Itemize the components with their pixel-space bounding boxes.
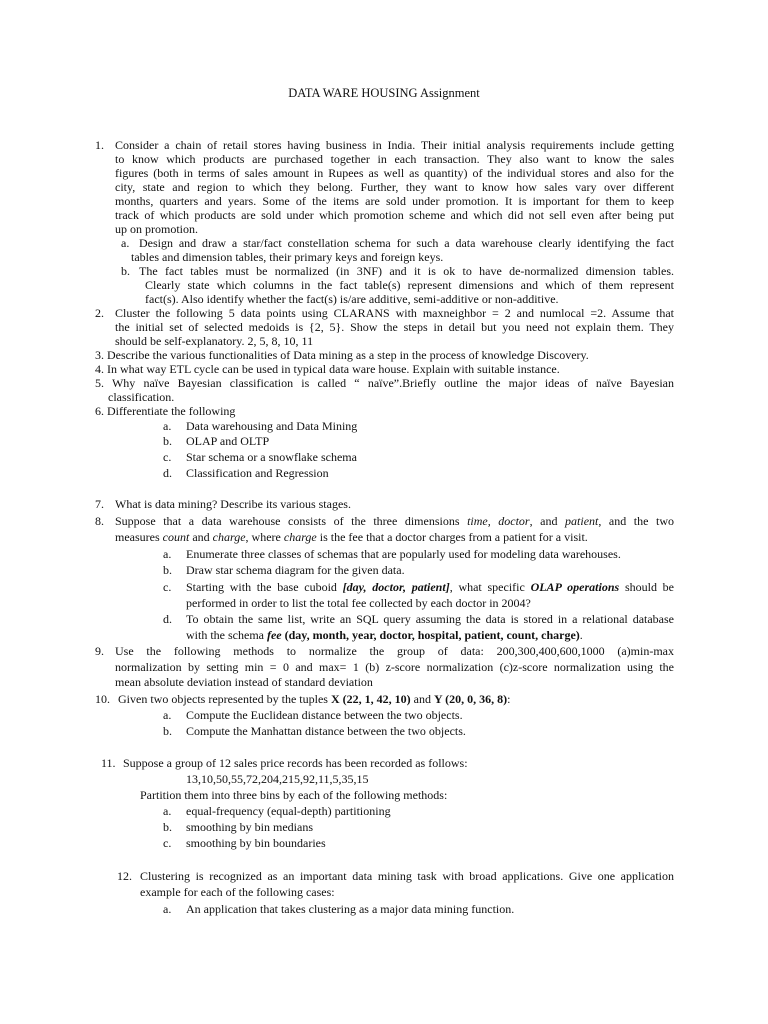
q10-line: Given two objects represented by the tuples X (22, 1, 42, 10) and Y (20, 0, 36, 8): [118,692,511,706]
q10a-text: Compute the Euclidean distance between the two objects. [186,708,463,722]
q8b-text: Draw star schema diagram for the given data. [186,563,405,577]
q11-text: Suppose a group of 12 sales price records has been recorded as follows: [123,756,468,770]
q1b-line-1: The fact tables must be normalized (in 3NF) and it is ok to have de-normalized dimension tables. [139,264,674,278]
q6b-text: OLAP and OLTP [186,434,270,448]
q8-line-2: measures count and charge, where charge is the fee that a doctor charges from a patient for a visit. [115,530,588,544]
q8-line-1: Suppose that a data warehouse consists of the three dimensions time, doctor, and patient, and the two [115,514,674,528]
q1-line-5: months, quarters and years. Some of the items are sold under promotion. It is important for them to keep [115,194,674,208]
q11c-label: c. [163,836,172,850]
q7-text: What is data mining? Describe its various stages. [115,497,351,511]
q6b-label: b. [163,434,172,448]
q5-line-1: 5. Why naïve Bayesian classification is called “ naïve”.Briefly outline the major ideas of naïve Bayesian [95,376,674,390]
q1-line-4: city, state and region to which they belong. Further, they want to know how sales vary over different [115,180,674,194]
q2-line-1: Cluster the following 5 data points using CLARANS with maxneighbor = 2 and numlocal =2. Assume that [115,306,674,320]
q6c-label: c. [163,450,172,464]
q5-line-2: classification. [108,390,175,404]
q1-line-2: to know which products are purchased together in each transaction. They also want to know the sales [115,152,674,166]
q6a-text: Data warehousing and Data Mining [186,419,358,433]
q2-number: 2. [95,306,104,320]
q12a-label: a. [163,902,172,916]
q9-line-1: Use the following methods to normalize the group of data: 200,300,400,600,1000 (a)min-max [115,644,674,658]
q8c-line-1: Starting with the base cuboid [day, doctor, patient], what specific OLAP operations should be [186,580,675,594]
q12a-text: An application that takes clustering as a major data mining function. [186,902,515,916]
q1b-line-2: Clearly state which columns in the fact table(s) represent dimensions and which of them represent [145,278,674,292]
q11c-text: smoothing by bin boundaries [186,836,326,850]
q12-line-2: example for each of the following cases: [140,885,335,899]
q1a-label: a. [121,236,130,250]
page-title: DATA WARE HOUSING Assignment [288,86,480,100]
q1-line-7: up on promotion. [115,222,198,236]
q11-partition: Partition them into three bins by each of the following methods: [140,788,448,802]
q8d-line-1: To obtain the same list, write an SQL query assuming the data is stored in a relational database [186,612,674,626]
q6a-label: a. [163,419,172,433]
q1-number: 1. [95,138,104,152]
q10a-label: a. [163,708,172,722]
q11b-text: smoothing by bin medians [186,820,313,834]
q10b-text: Compute the Manhattan distance between the two objects. [186,724,466,738]
q1-line-3: figures (both in terms of sales amount in Rupees as well as quantity) of the individual stores and also for the [115,166,674,180]
q1b-label: b. [121,264,130,278]
q8-number: 8. [95,514,104,528]
q9-line-3: mean absolute deviation instead of standard deviation [115,675,373,689]
q9-line-2: normalization by setting min = 0 and max= 1 (b) z-score normalization (c)z-score normalization using the [115,660,674,674]
q6d-text: Classification and Regression [186,466,329,480]
q1a-line-1: Design and draw a star/fact constellation schema for such a data warehouse clearly identifying the fact [139,236,674,250]
q11-number: 11. [101,756,116,770]
q6c-text: Star schema or a snowflake schema [186,450,357,464]
q10-number: 10. [95,692,110,706]
q11a-label: a. [163,804,172,818]
q6-heading: 6. Differentiate the following [95,404,236,418]
q1-line-1: Consider a chain of retail stores having business in India. Their initial analysis requirements include getting [115,138,674,152]
q7-number: 7. [95,497,104,511]
q6d-label: d. [163,466,172,480]
q11-values: 13,10,50,55,72,204,215,92,11,5,35,15 [186,772,369,786]
q1b-line-3: fact(s). Also identify whether the fact(s) is/are additive, semi-additive or non-additive. [145,292,559,306]
q1a-line-2: tables and dimension tables, their primary keys and foreign keys. [131,250,444,264]
q8b-label: b. [163,563,172,577]
q8d-line-2: with the schema fee (day, month, year, doctor, hospital, patient, count, charge). [186,628,583,642]
q8c-label: c. [163,580,172,594]
q1-line-6: track of which products are sold under which promotion scheme and which did not sell even after being put [115,208,674,222]
q2-line-2: the initial set of selected medoids is {2, 5}. Show the steps in detail but you need not explain them. They [115,320,674,334]
q8a-text: Enumerate three classes of schemas that are popularly used for modeling data warehouses. [186,547,621,561]
q3-line: 3. Describe the various functionalities of Data mining as a step in the process of knowledge Discovery. [95,348,589,362]
q11a-text: equal-frequency (equal-depth) partitioning [186,804,391,818]
q8a-label: a. [163,547,172,561]
q8d-label: d. [163,612,172,626]
q12-line-1: Clustering is recognized as an important data mining task with broad applications. Give one application [140,869,674,883]
q12-number: 12. [117,869,132,883]
q11b-label: b. [163,820,172,834]
q4-line: 4. In what way ETL cycle can be used in typical data ware house. Explain with suitable instance. [95,362,560,376]
q2-line-3: should be self-explanatory. 2, 5, 8, 10, 11 [115,334,314,348]
q10b-label: b. [163,724,172,738]
q9-number: 9. [95,644,104,658]
q8c-line-2: performed in order to list the total fee collected by each doctor in 2004? [186,596,531,610]
